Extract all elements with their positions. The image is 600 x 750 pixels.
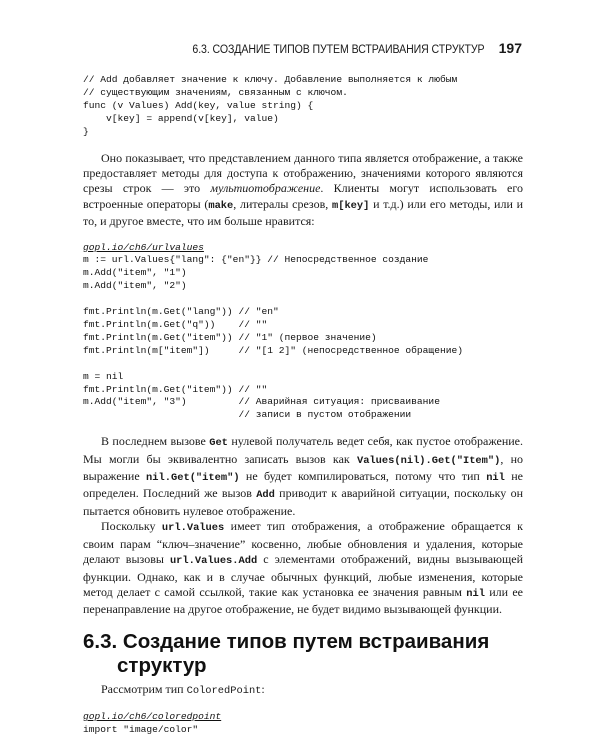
code-line: fmt.Println(m["item"]) // "[1 2]" (непосредственное обращение)	[83, 344, 463, 356]
running-title: 6.3. СОЗДАНИЕ ТИПОВ ПУТЕМ ВСТРАИВАНИЯ СТРУКТУР	[192, 44, 485, 56]
code-block-add-method	[83, 74, 523, 139]
source-link-coloredpoint[interactable]: gopl.io/ch6/coloredpoint	[83, 711, 222, 723]
running-header	[167, 40, 522, 56]
code-line: // существующим значениям, связанным с ключом.	[83, 86, 348, 98]
inline-code: make	[208, 199, 234, 212]
code-line: func (v Values) Add(key, value string) {	[83, 99, 314, 111]
code-line: m.Add("item", "2")	[83, 280, 187, 292]
inline-code: url.Values.Add	[169, 555, 258, 568]
code-line	[83, 293, 523, 306]
code-block-coloredpoint	[83, 724, 523, 737]
paragraph-multimap: Оно показывает, что представлением данного типа является отображение, а также предоставляет методы для доступа к отображению, значениями которого являются срезы строк — это мультиотображение. Клиенты могут использовать его встроенные операторы (make, литералы срезов, m[key] и т.д.) или его методы, или и то, и другое вместе, что им больше нравится:	[83, 150, 523, 229]
code-block-urlvalues	[83, 254, 523, 422]
code-line: fmt.Println(m.Get("lang")) // "en"	[83, 306, 279, 318]
inline-code: Add	[256, 489, 275, 502]
code-line: m.Add("item", "3") // Аварийная ситуация: присваивание	[83, 396, 440, 408]
emphasis-term: мультиотображение	[210, 181, 321, 196]
code-line: }	[83, 125, 89, 137]
inline-code: m[key]	[331, 199, 370, 212]
source-link-urlvalues[interactable]: gopl.io/ch6/urlvalues	[83, 241, 204, 253]
code-line: m := url.Values{"lang": {"en"}} // Непосредственное создание	[83, 254, 429, 266]
code-line: import "image/color"	[83, 724, 199, 736]
section-heading-line-2: структур	[117, 653, 207, 677]
inline-code: url.Values	[161, 522, 225, 535]
code-line: // Add добавляет значение к ключу. Добавление выполняется к любым	[83, 74, 458, 85]
section-heading	[83, 630, 523, 678]
paragraph-map-reference: Поскольку url.Values имеет тип отображения, а отображение обращается к своим парам “ключ–значение” косвенно, любые обновления и удаления, которые делают вызовы url.Values.Add с элементами отображений, видны вызывающей функции. Однако, как и в случае обычных функций, любые изменения, которые метод делает с самой ссылкой, такие как установка ее значения равным nil или ее перенаправление на другое отображение, не будет видимо вызывающей функции.	[83, 519, 524, 617]
inline-code: nil.Get("item")	[146, 472, 240, 485]
section-heading-line-1: 6.3. Создание типов путем встраивания	[83, 629, 490, 653]
inline-code: Values(nil).Get("Item")	[356, 454, 501, 467]
code-line: fmt.Println(m.Get("q")) // ""	[83, 319, 268, 330]
inline-code: nil	[486, 472, 505, 485]
inline-code: nil	[466, 587, 485, 600]
code-line: fmt.Println(m.Get("item")) // ""	[83, 383, 268, 395]
code-line: m = nil	[83, 370, 124, 382]
code-line: // записи в пустом отображении	[83, 409, 412, 421]
paragraph-coloredpoint-intro: Рассмотрим тип ColoredPoint:	[101, 681, 265, 697]
inline-code: ColoredPoint	[186, 684, 262, 697]
code-line: m.Add("item", "1")	[83, 267, 187, 279]
paragraph-nil-receiver: В последнем вызове Get нулевой получатель ведет себя, как пустое отображение. Мы могли бы эквивалентно записать вызов как Values(nil).Get("Item"), но выражение nil.Get("item") не будет компилироваться, потому что тип nil не определен. Последний же вызов Add приводит к аварийной ситуации, поскольку он пытается обновить нулевое отображение.	[83, 434, 524, 518]
page-number: 197	[498, 40, 522, 56]
inline-code: Get	[209, 437, 228, 450]
page-content	[83, 74, 523, 737]
code-line	[83, 358, 523, 371]
code-line: v[key] = append(v[key], value)	[83, 112, 279, 124]
code-line: fmt.Println(m.Get("item")) // "1" (первое значение)	[83, 331, 377, 343]
